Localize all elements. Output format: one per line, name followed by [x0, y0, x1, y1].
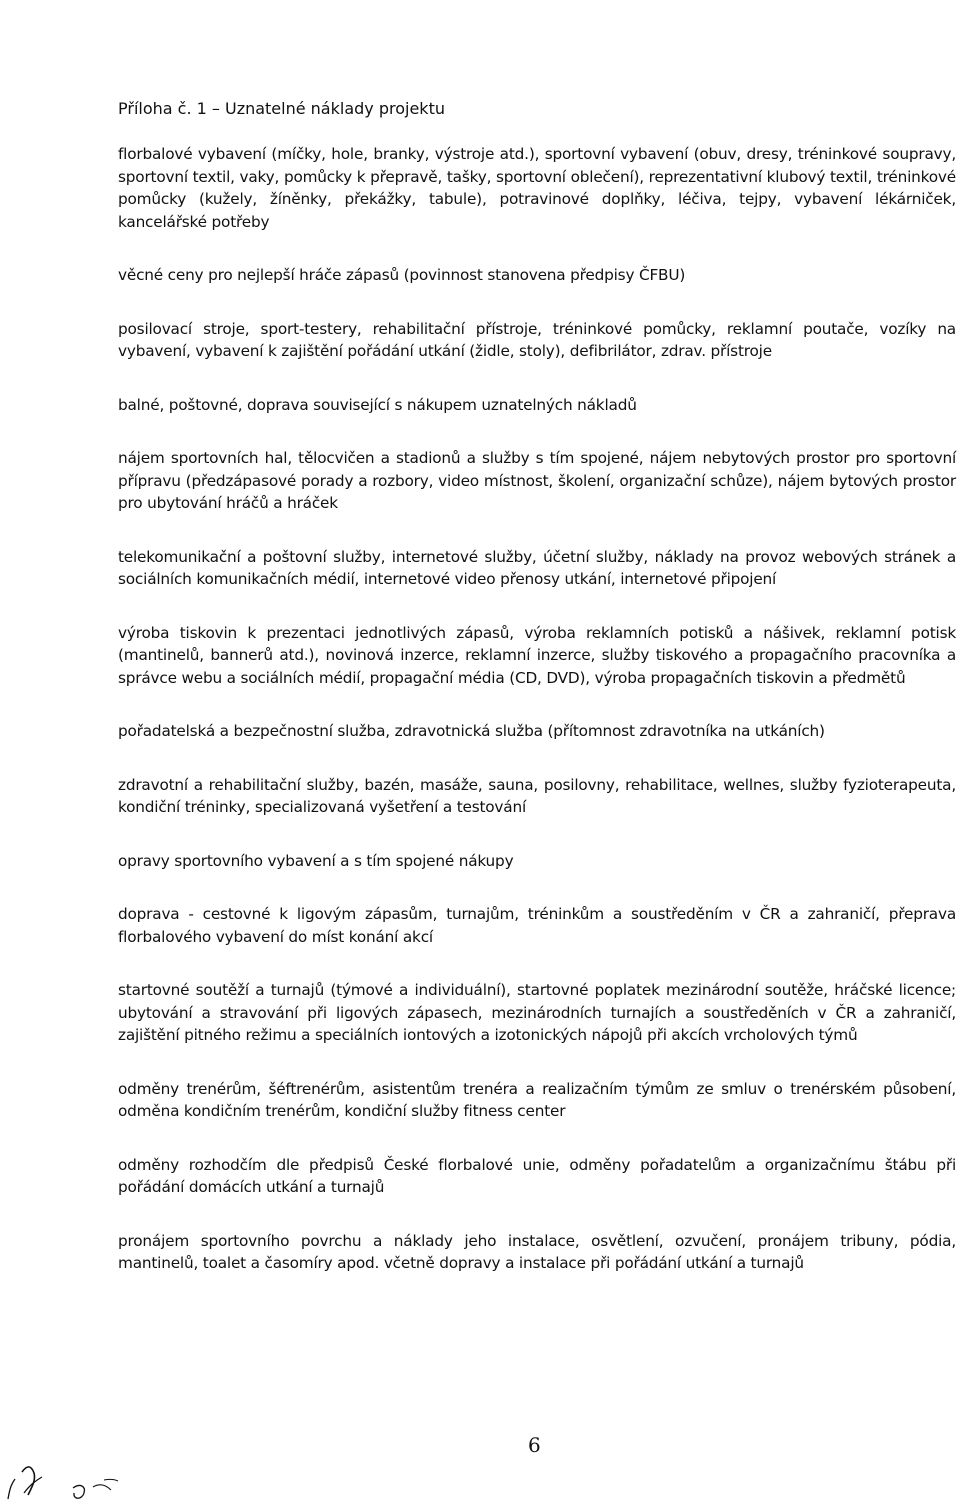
- page-number: 6: [528, 1433, 541, 1457]
- document-body: [118, 98, 956, 1305]
- cost-item-paragraph: florbalové vybavení (míčky, hole, branky, výstroje atd.), sportovní vybavení (obuv, dresy, tréninkové soupravy, sportovní textil, vaky, pomůcky k přepravě, tašky, sportovní oblečení), reprezentativní klubový textil, tréninkové pomůcky (kužely, žíněnky, překážky, tabule), potravinové doplňky, léčiva, tejpy, vybavení lékárniček, kancelářské potřeby: [118, 145, 956, 231]
- cost-item-paragraph: výroba tiskovin k prezentaci jednotlivých zápasů, výroba reklamních potisků a nášivek, reklamní potisk (mantinelů, bannerů atd.), novinová inzerce, reklamní inzerce, služby tiskového a propagačního pracovníka a správce webu a sociálních médií, propagační média (CD, DVD), výroba propagačních tiskovin a předmětů: [118, 623, 956, 687]
- cost-item-paragraph: odměny trenérům, šéftrenérům, asistentům trenéra a realizačním týmům ze smluv o trenérském působení, odměna kondičním trenérům, kondiční služby fitness center: [118, 1079, 956, 1120]
- cost-item-paragraph: věcné ceny pro nejlepší hráče zápasů (povinnost stanovena předpisy ČFBU): [118, 266, 686, 284]
- cost-item-paragraph: telekomunikační a poštovní služby, internetové služby, účetní služby, náklady na provoz webových stránek a sociálních komunikačních médií, internetové video přenosy utkání, internetové připojení: [118, 547, 956, 588]
- cost-item-paragraph: balné, poštovné, doprava související s nákupem uznatelných nákladů: [118, 395, 637, 414]
- cost-item-paragraph: posilovací stroje, sport-testery, rehabilitační přístroje, tréninkové pomůcky, reklamní poutače, vozíky na vybavení, vybavení k zajištění pořádání utkání (židle, stoly), defibrilátor, zdrav. přístroje: [118, 319, 956, 360]
- cost-item-paragraph: doprava - cestovné k ligovým zápasům, turnajům, tréninkům a soustředěním v ČR a zahraničí, přeprava florbalového vybavení do míst konání akcí: [118, 905, 956, 946]
- cost-item-paragraph: zdravotní a rehabilitační služby, bazén, masáže, sauna, posilovny, rehabilitace, wellnes, služby fyzioterapeuta, kondiční tréninky, specializovaná vyšetření a testování: [118, 775, 956, 816]
- cost-item-paragraph: pořadatelská a bezpečnostní služba, zdravotnická služba (přítomnost zdravotníka na utkáních): [118, 722, 825, 740]
- cost-item-paragraph: pronájem sportovního povrchu a náklady jeho instalace, osvětlení, ozvučení, pronájem tribuny, pódia, mantinelů, toalet a časomíry apod. včetně dopravy a instalace při pořádání utkání a turnajů: [118, 1231, 956, 1272]
- cost-item-paragraph: odměny rozhodčím dle předpisů České florbalové unie, odměny pořadatelům a organizačnímu štábu při pořádání domácích utkání a turnajů: [118, 1155, 956, 1196]
- cost-item-paragraph: nájem sportovních hal, tělocvičen a stadionů a služby s tím spojené, nájem nebytových prostor pro sportovní přípravu (předzápasové porady a rozbory, video místnost, školení, organizační schůze), nájem bytových prostor pro ubytování hráčů a hráček: [118, 449, 956, 512]
- cost-item-paragraph: startovné soutěží a turnajů (týmové a individuální), startovné poplatek mezinárodní soutěže, hráčské licence; ubytování a stravování při ligových zápasech, mezinárodních turnajích a soustředěních v ČR a zahraničí, zajištění pitného režimu a speciálních iontových a izotonických nápojů při akcích vrcholových týmů: [118, 981, 956, 1044]
- cost-item-paragraph: opravy sportovního vybavení a s tím spojené nákupy: [118, 851, 514, 870]
- document-title: Příloha č. 1 – Uznatelné náklady projektu: [118, 99, 445, 118]
- handwritten-signature: [0, 1455, 130, 1505]
